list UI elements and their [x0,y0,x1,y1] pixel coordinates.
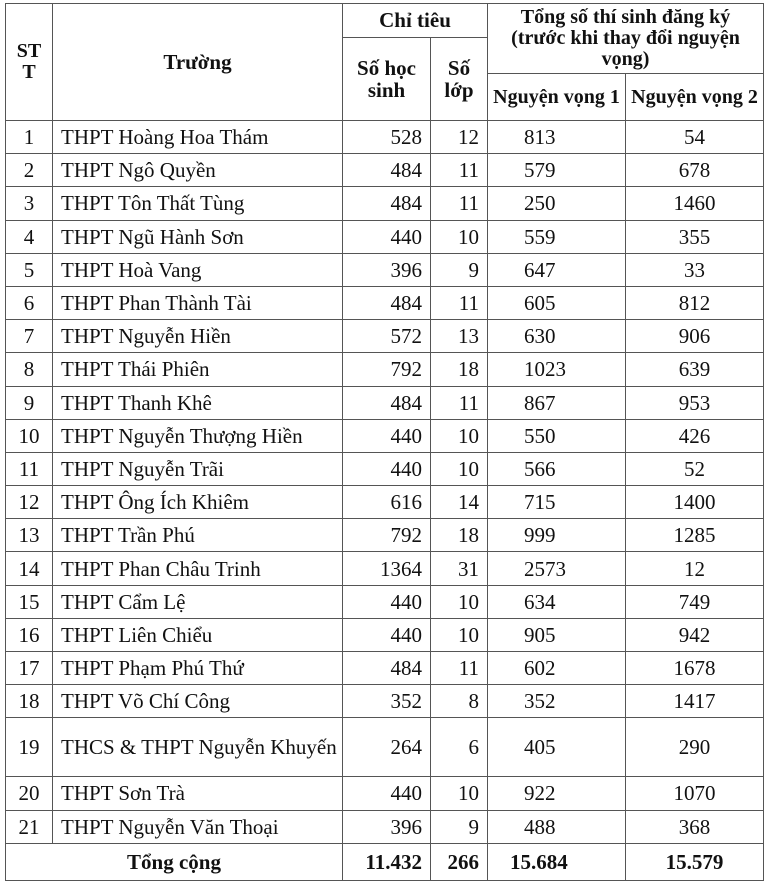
row-stt: 4 [6,220,53,253]
row-choice-1: 2573 [488,552,626,585]
row-choice-1: 922 [488,777,626,810]
row-classes: 12 [431,121,488,154]
row-school: THPT Nguyễn Văn Thoại [53,810,343,843]
row-students: 484 [343,187,431,220]
row-choice-2: 12 [626,552,764,585]
row-stt: 13 [6,519,53,552]
row-choice-1: 867 [488,386,626,419]
table-row [6,618,764,651]
table-row [6,718,764,777]
row-classes: 10 [431,777,488,810]
header-choice-1: Nguyện vọng 1 [488,74,626,121]
row-stt: 21 [6,810,53,843]
table-row [6,220,764,253]
row-choice-2: 906 [626,320,764,353]
total-students: 11.432 [343,843,431,880]
row-students: 792 [343,519,431,552]
row-school: THPT Cẩm Lệ [53,585,343,618]
row-students: 264 [343,718,431,777]
table-row [6,810,764,843]
row-school: THPT Hoà Vang [53,253,343,286]
row-choice-2: 54 [626,121,764,154]
row-school: THPT Sơn Trà [53,777,343,810]
table-row [6,652,764,685]
row-choice-1: 1023 [488,353,626,386]
table-row [6,253,764,286]
total-classes: 266 [431,843,488,880]
row-stt: 8 [6,353,53,386]
table-row [6,552,764,585]
row-choice-2: 368 [626,810,764,843]
table-row [6,121,764,154]
table-row [6,585,764,618]
row-students: 440 [343,585,431,618]
row-students: 440 [343,419,431,452]
row-choice-1: 405 [488,718,626,777]
row-students: 396 [343,810,431,843]
row-choice-2: 1400 [626,486,764,519]
table-row [6,353,764,386]
row-choice-1: 250 [488,187,626,220]
table-row [6,486,764,519]
row-classes: 10 [431,419,488,452]
row-students: 396 [343,253,431,286]
row-students: 1364 [343,552,431,585]
row-choice-2: 1285 [626,519,764,552]
row-choice-2: 678 [626,154,764,187]
row-classes: 18 [431,353,488,386]
row-classes: 10 [431,618,488,651]
row-students: 792 [343,353,431,386]
row-choice-2: 1460 [626,187,764,220]
row-school: THPT Nguyễn Hiền [53,320,343,353]
row-school: THPT Phan Châu Trinh [53,552,343,585]
enrollment-table [5,3,764,881]
row-stt: 11 [6,452,53,485]
row-choice-2: 953 [626,386,764,419]
row-stt: 3 [6,187,53,220]
row-stt: 12 [6,486,53,519]
row-classes: 31 [431,552,488,585]
row-choice-1: 715 [488,486,626,519]
row-school: THPT Tôn Thất Tùng [53,187,343,220]
row-stt: 18 [6,685,53,718]
row-classes: 6 [431,718,488,777]
total-choice-1: 15.684 [488,843,626,880]
row-choice-2: 426 [626,419,764,452]
table-row [6,685,764,718]
row-school: THPT Thái Phiên [53,353,343,386]
row-students: 484 [343,652,431,685]
table-row [6,286,764,319]
table-row [6,777,764,810]
table-row [6,320,764,353]
row-school: THPT Ngũ Hành Sơn [53,220,343,253]
row-classes: 10 [431,585,488,618]
row-classes: 9 [431,253,488,286]
row-school: THPT Trần Phú [53,519,343,552]
row-choice-1: 647 [488,253,626,286]
total-row [6,843,764,880]
row-students: 484 [343,386,431,419]
row-school: THPT Nguyễn Trãi [53,452,343,485]
row-school: THPT Hoàng Hoa Thám [53,121,343,154]
row-classes: 11 [431,286,488,319]
row-choice-1: 488 [488,810,626,843]
row-students: 616 [343,486,431,519]
row-stt: 1 [6,121,53,154]
row-choice-1: 630 [488,320,626,353]
header-registrations-group: Tổng số thí sinh đăng ký (trước khi thay đổi nguyện vọng) [488,4,764,74]
row-choice-2: 290 [626,718,764,777]
row-students: 440 [343,777,431,810]
row-classes: 11 [431,187,488,220]
row-stt: 14 [6,552,53,585]
row-classes: 11 [431,154,488,187]
row-stt: 15 [6,585,53,618]
row-choice-1: 605 [488,286,626,319]
row-classes: 10 [431,220,488,253]
row-choice-2: 1678 [626,652,764,685]
table-row [6,452,764,485]
row-choice-2: 52 [626,452,764,485]
row-students: 440 [343,618,431,651]
row-choice-1: 905 [488,618,626,651]
row-classes: 10 [431,452,488,485]
row-stt: 17 [6,652,53,685]
row-students: 572 [343,320,431,353]
row-stt: 6 [6,286,53,319]
row-choice-1: 352 [488,685,626,718]
row-students: 484 [343,286,431,319]
row-school: THPT Ông Ích Khiêm [53,486,343,519]
row-school: THPT Võ Chí Công [53,685,343,718]
total-label: Tổng cộng [6,843,343,880]
row-stt: 19 [6,718,53,777]
row-stt: 9 [6,386,53,419]
row-choice-2: 33 [626,253,764,286]
header-choice-2: Nguyện vọng 2 [626,74,764,121]
row-choice-1: 634 [488,585,626,618]
row-school: THPT Phạm Phú Thứ [53,652,343,685]
row-choice-1: 813 [488,121,626,154]
row-school: THPT Thanh Khê [53,386,343,419]
row-students: 528 [343,121,431,154]
row-stt: 2 [6,154,53,187]
row-classes: 11 [431,652,488,685]
row-students: 440 [343,220,431,253]
row-stt: 7 [6,320,53,353]
row-school: THPT Nguyễn Thượng Hiền [53,419,343,452]
row-choice-2: 812 [626,286,764,319]
row-stt: 5 [6,253,53,286]
header-quota-group: Chỉ tiêu [343,4,488,38]
row-students: 440 [343,452,431,485]
row-classes: 14 [431,486,488,519]
table-row [6,386,764,419]
table-row [6,519,764,552]
row-school: THPT Phan Thành Tài [53,286,343,319]
row-choice-2: 942 [626,618,764,651]
row-school: THPT Ngô Quyền [53,154,343,187]
row-school: THPT Liên Chiểu [53,618,343,651]
row-students: 352 [343,685,431,718]
row-classes: 9 [431,810,488,843]
row-choice-2: 1417 [626,685,764,718]
table-row [6,419,764,452]
row-stt: 10 [6,419,53,452]
row-choice-2: 355 [626,220,764,253]
row-classes: 11 [431,386,488,419]
row-choice-1: 579 [488,154,626,187]
row-choice-1: 566 [488,452,626,485]
row-classes: 18 [431,519,488,552]
table-row [6,154,764,187]
row-choice-1: 999 [488,519,626,552]
header-quota-classes: Số lớp [431,38,488,121]
row-choice-2: 639 [626,353,764,386]
row-choice-1: 602 [488,652,626,685]
row-choice-2: 1070 [626,777,764,810]
row-students: 484 [343,154,431,187]
row-choice-1: 559 [488,220,626,253]
table-row [6,187,764,220]
header-school: Trường [53,4,343,121]
row-stt: 16 [6,618,53,651]
total-choice-2: 15.579 [626,843,764,880]
row-classes: 13 [431,320,488,353]
header-quota-students: Số học sinh [343,38,431,121]
row-school: THCS & THPT Nguyễn Khuyến [53,718,343,777]
row-classes: 8 [431,685,488,718]
row-choice-1: 550 [488,419,626,452]
header-stt: ST T [6,4,53,121]
row-stt: 20 [6,777,53,810]
row-choice-2: 749 [626,585,764,618]
